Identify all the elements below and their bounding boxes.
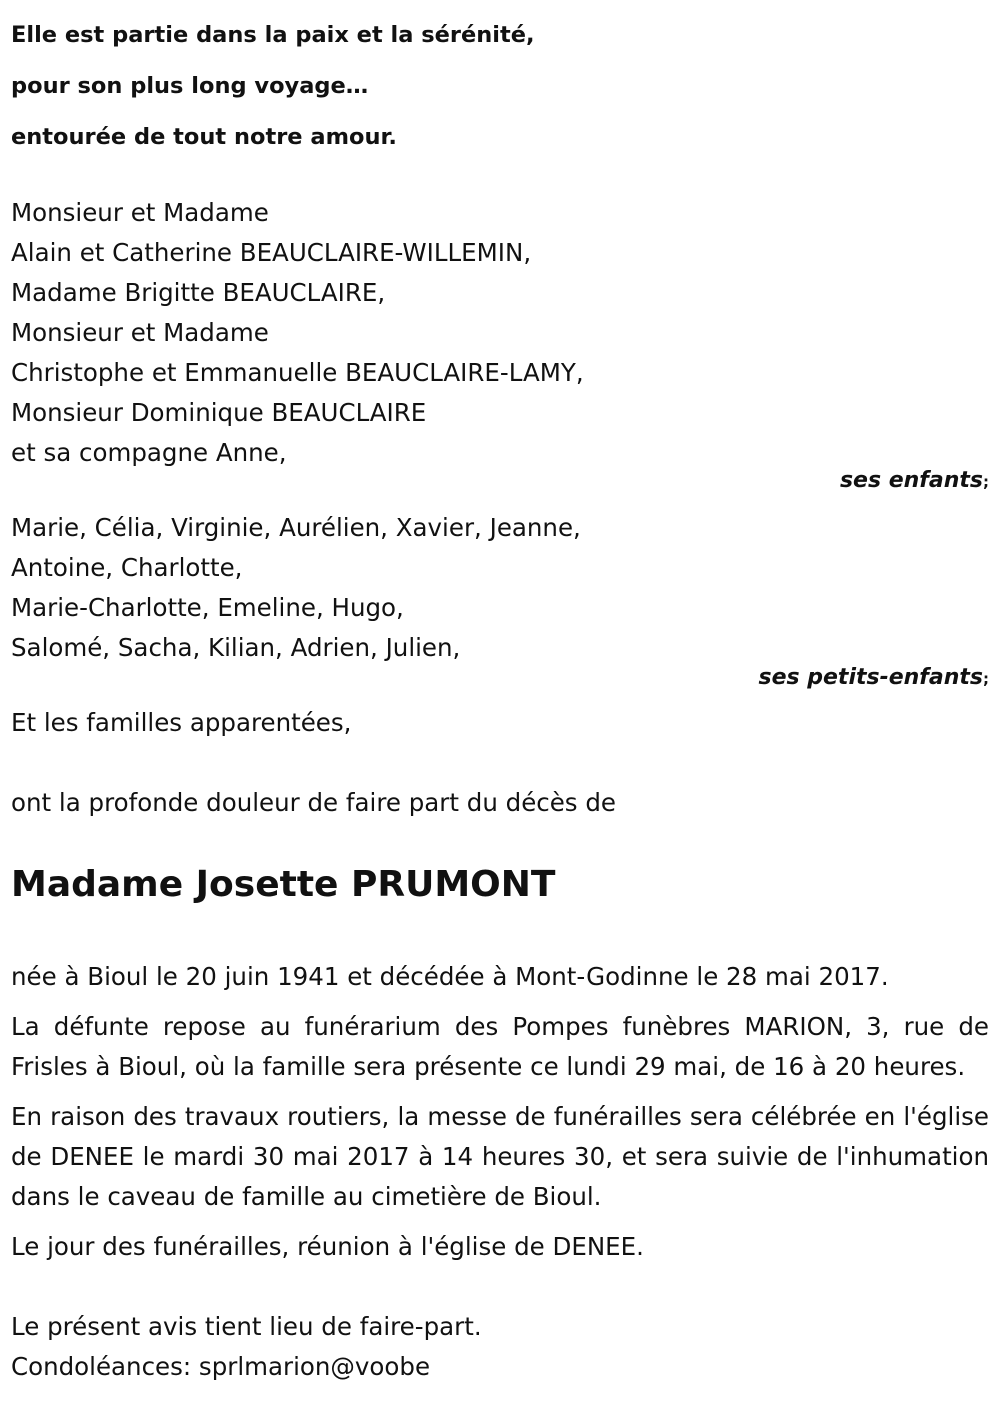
- role-text: ses enfants: [839, 468, 983, 493]
- birth-death-paragraph: née à Bioul le 20 juin 1941 et décédée à Mont-Godinne le 28 mai 2017.: [11, 962, 889, 991]
- intro-verse: [11, 10, 989, 163]
- family-line: Marie-Charlotte, Emeline, Hugo,: [11, 593, 404, 622]
- children-block: [11, 193, 989, 494]
- family-line: Marie, Célia, Virginie, Aurélien, Xavier, Jeanne,: [11, 513, 581, 542]
- condolences-line: Condoléances: sprlmarion@voobe: [11, 1352, 431, 1381]
- role-punctuation: ;: [983, 473, 989, 491]
- meeting-paragraph: Le jour des funérailles, réunion à l'église de DENEE.: [11, 1232, 644, 1261]
- grandchildren-role-label: [11, 666, 989, 691]
- intro-line: Elle est partie dans la paix et la sérénité,: [11, 22, 535, 48]
- role-text: ses petits-enfants: [758, 665, 983, 690]
- family-line: Antoine, Charlotte,: [11, 553, 243, 582]
- family-line: Madame Brigitte BEAUCLAIRE,: [11, 278, 386, 307]
- family-line: Monsieur Dominique BEAUCLAIRE: [11, 398, 427, 427]
- family-line: Christophe et Emmanuelle BEAUCLAIRE-LAMY,: [11, 358, 584, 387]
- family-line: Monsieur et Madame: [11, 318, 269, 347]
- intro-line: entourée de tout notre amour.: [11, 124, 397, 150]
- notice-line: Le présent avis tient lieu de faire-part.: [11, 1312, 482, 1341]
- viewing-paragraph: La défunte repose au funérarium des Pompes funèbres MARION, 3, rue de Frisles à Bioul, où la famille sera présente ce lundi 29 mai, de 16 à 20 heures.: [11, 1012, 989, 1081]
- obituary-notice: [11, 0, 989, 1387]
- relatives-line: Et les familles apparentées,: [11, 708, 352, 737]
- family-line: Salomé, Sacha, Kilian, Adrien, Julien,: [11, 633, 461, 662]
- funeral-paragraph: En raison des travaux routiers, la messe de funérailles sera célébrée en l'église de DENEE le mardi 30 mai 2017 à 14 heures 30, et sera suivie de l'inhumation dans le caveau de famille au cimetière de Bioul.: [11, 1102, 989, 1211]
- family-line: et sa compagne Anne,: [11, 438, 287, 467]
- intro-line: pour son plus long voyage…: [11, 73, 369, 99]
- spacer: [11, 743, 989, 783]
- grandchildren-block: [11, 508, 989, 691]
- deceased-name: Madame Josette PRUMONT: [11, 864, 556, 905]
- spacer: [11, 1277, 989, 1307]
- family-line: Alain et Catherine BEAUCLAIRE-WILLEMIN,: [11, 238, 532, 267]
- announcement-line: ont la profonde douleur de faire part du décès de: [11, 788, 616, 817]
- family-line: Monsieur et Madame: [11, 198, 269, 227]
- role-punctuation: ;: [983, 670, 989, 688]
